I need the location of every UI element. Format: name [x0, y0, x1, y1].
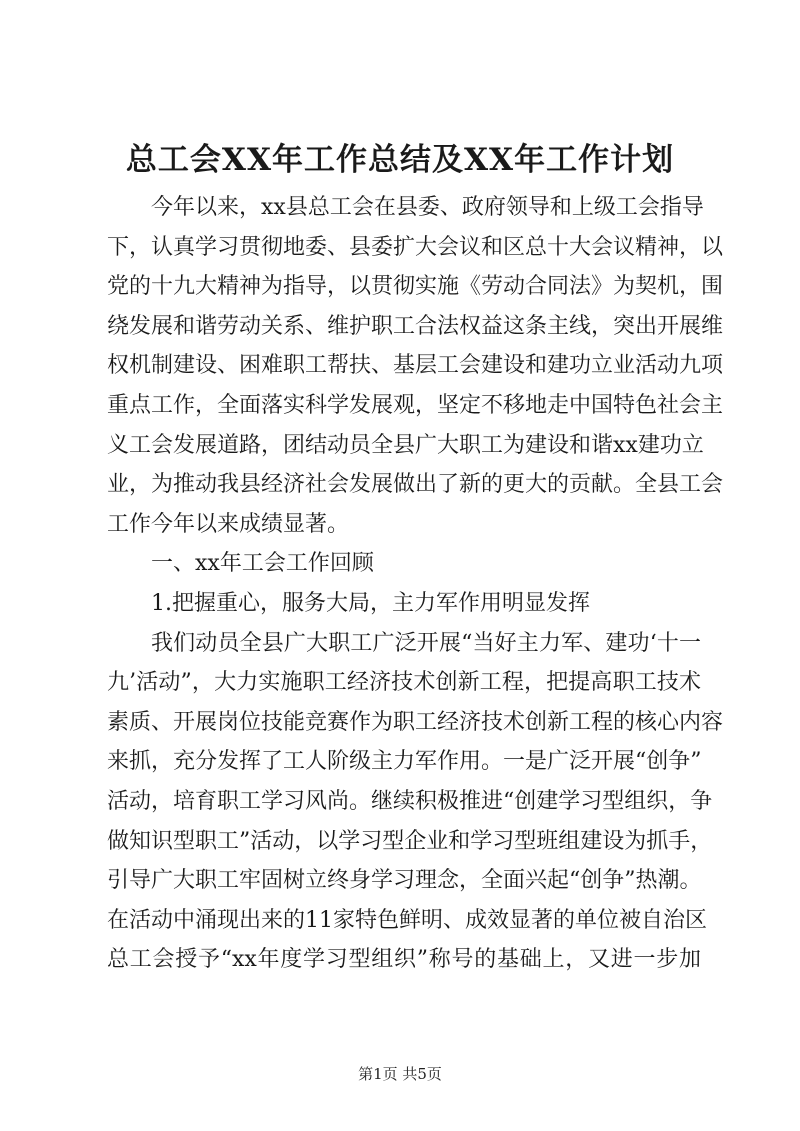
text-line: 活动，培育职工学习风尚。继续积极推进“创建学习型组织，争 [107, 788, 713, 814]
text-line: 做知识型职工”活动，以学习型企业和学习型班组建设为抓手， [107, 828, 713, 854]
text-line: 总工会授予“xx年度学习型组织”称号的基础上，又进一步加 [107, 947, 701, 973]
text-line: 引导广大职工牢固树立终身学习理念，全面兴起“创争”热潮。 [107, 868, 702, 894]
text-line: 素质、开展岗位技能竞赛作为职工经济技术创新工程的核心内容 [107, 709, 724, 735]
text-line: 一、xx年工会工作回顾 [151, 551, 374, 577]
text-line: 在活动中涌现出来的11家特色鲜明、成效显著的单位被自治区 [107, 907, 707, 933]
text-line: 党的十九大精神为指导，以贯彻实施《劳动合同法》为契机，围 [107, 274, 724, 300]
text-line: 下，认真学习贯彻地委、县委扩大会议和区总十大会议精神，以 [107, 234, 724, 260]
text-line: 权机制建设、困难职工帮扶、基层工会建设和建功立业活动九项 [107, 353, 724, 379]
document-body [107, 188, 724, 980]
text-line: 重点工作，全面落实科学发展观，坚定不移地走中国特色社会主 [107, 392, 724, 418]
text-line: 业，为推动我县经济社会发展做出了新的更大的贡献。全县工会 [107, 472, 724, 498]
text-line: 绕发展和谐劳动关系、维护职工合法权益这条主线，突出开展维 [107, 313, 724, 339]
text-line: 我们动员全县广大职工广泛开展“当好主力军、建功‘十一 [151, 630, 701, 656]
text-line: 今年以来，xx县总工会在县委、政府领导和上级工会指导 [151, 195, 704, 220]
text-line: 来抓，充分发挥了工人阶级主力军作用。一是广泛开展“创争” [107, 749, 702, 775]
text-line: 九’活动”，大力实施职工经济技术创新工程，把提高职工技术 [107, 670, 701, 696]
text-line: 义工会发展道路，团结动员全县广大职工为建设和谐xx建功立 [107, 432, 704, 458]
page-footer: 第1页 共5页 [358, 1065, 442, 1083]
document-title: 总工会XX年工作总结及XX年工作计划 [125, 142, 675, 178]
text-line: 1.把握重心，服务大局，主力军作用明显发挥 [151, 590, 590, 616]
text-line: 工作今年以来成绩显著。 [107, 511, 350, 537]
